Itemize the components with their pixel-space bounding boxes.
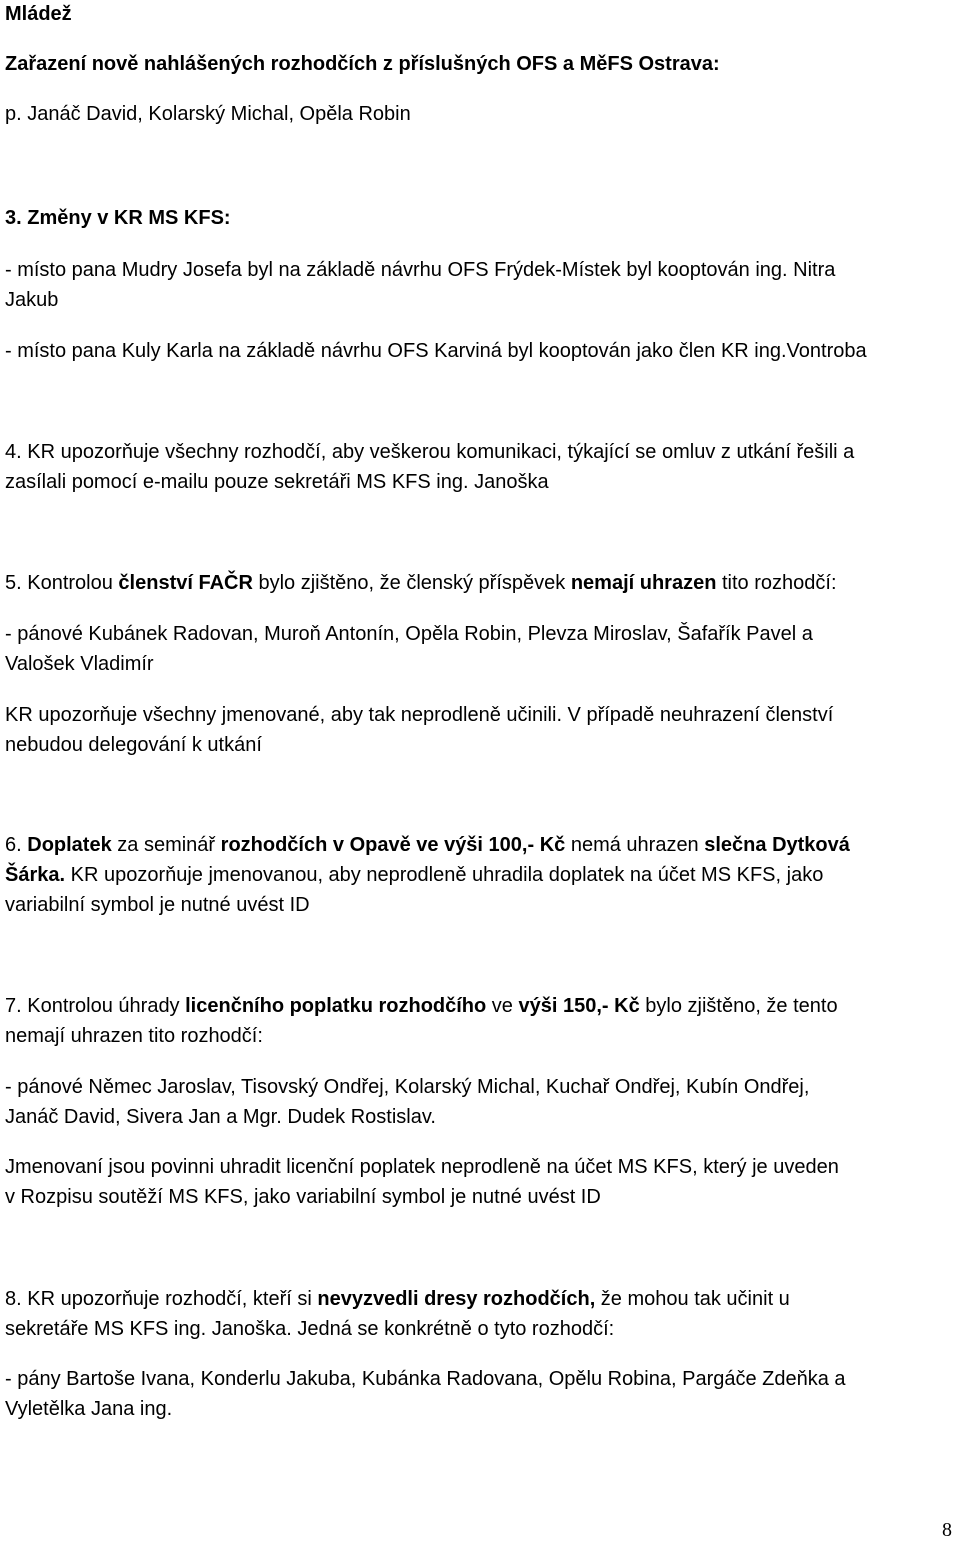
item-8-line	[5, 1289, 956, 1309]
text-line: KR upozorňuje všechny jmenované, aby tak neprodleně učinili. V případě neuhrazení členství	[5, 704, 834, 726]
text-run: tito rozhodčí:	[716, 572, 837, 594]
bold-run: slečna Dytková	[704, 834, 850, 856]
text-line: Jakub	[5, 289, 59, 311]
section-heading: Mládež	[5, 3, 72, 25]
bold-run: licenčního poplatku rozhodčího	[185, 995, 487, 1017]
text-line: nebudou delegování k utkání	[5, 734, 262, 756]
text-line: p. Janáč David, Kolarský Michal, Opěla Robin	[5, 103, 411, 125]
text-line: Vyletělka Jana ing.	[5, 1398, 173, 1420]
text-line	[5, 865, 956, 885]
text-run: ve	[486, 995, 519, 1017]
bold-run: rozhodčích v Opavě ve výši 100,- Kč	[220, 834, 566, 856]
text-line: sekretáře MS KFS ing. Janoška. Jedná se konkrétně o tyto rozhodčí:	[5, 1318, 615, 1340]
text-line: nemají uhrazen tito rozhodčí:	[5, 1025, 263, 1047]
text-line: - pánové Kubánek Radovan, Muroň Antonín, Opěla Robin, Plevza Miroslav, Šafařík Pavel a	[5, 623, 813, 645]
text-line: Janáč David, Sivera Jan a Mgr. Dudek Rostislav.	[5, 1106, 436, 1128]
bold-run: nemají uhrazen	[570, 572, 717, 594]
text-line: variabilní symbol je nutné uvést ID	[5, 894, 310, 916]
bold-run: Šárka.	[5, 864, 66, 886]
text-line: Valošek Vladimír	[5, 653, 154, 675]
text-run: KR upozorňuje jmenovanou, aby neprodleně uhradila doplatek na účet MS KFS, jako	[65, 864, 824, 886]
text-run: za seminář	[111, 834, 221, 856]
text-run: bylo zjištěno, že členský příspěvek	[252, 572, 571, 594]
text-line: zasílali pomocí e-mailu pouze sekretáři MS KFS ing. Janoška	[5, 471, 549, 493]
item-4-line: 4. KR upozorňuje všechny rozhodčí, aby veškerou komunikaci, týkající se omluv z utkání řešili a	[5, 441, 855, 463]
subheading: Zařazení nově nahlášených rozhodčích z příslušných OFS a MěFS Ostrava:	[5, 53, 720, 75]
text-run: 8. KR upozorňuje rozhodčí, kteří si	[5, 1288, 318, 1310]
text-run: 7. Kontrolou úhrady	[5, 995, 186, 1017]
text-run: nemá uhrazen	[565, 834, 705, 856]
bold-run: členství FAČR	[118, 572, 253, 594]
text-run: 6.	[5, 834, 28, 856]
item-6-line	[5, 835, 956, 855]
page-number: 8	[942, 1519, 952, 1541]
text-line: v Rozpisu soutěží MS KFS, jako variabilní symbol je nutné uvést ID	[5, 1186, 601, 1208]
bold-run: výši 150,- Kč	[518, 995, 640, 1017]
item-7-line	[5, 996, 956, 1016]
item-5-line	[5, 573, 837, 593]
bold-run: nevyzvedli dresy rozhodčích,	[317, 1288, 596, 1310]
text-line: - místo pana Mudry Josefa byl na základě návrhu OFS Frýdek-Místek byl kooptován ing. Nitra	[5, 259, 836, 281]
bold-run: Doplatek	[27, 834, 112, 856]
text-run: že mohou tak učinit u	[595, 1288, 790, 1310]
text-line: - místo pana Kuly Karla na základě návrhu OFS Karviná byl kooptován jako člen KR ing.Vontroba	[5, 340, 867, 362]
text-line: Jmenovaní jsou povinni uhradit licenční poplatek neprodleně na účet MS KFS, který je uveden	[5, 1156, 839, 1178]
text-run: 5. Kontrolou	[5, 572, 119, 594]
item-3-heading: 3. Změny v KR MS KFS:	[5, 207, 231, 229]
text-line: - pánové Němec Jaroslav, Tisovský Ondřej, Kolarský Michal, Kuchař Ondřej, Kubín Ondřej,	[5, 1076, 810, 1098]
text-run: bylo zjištěno, že tento	[639, 995, 838, 1017]
text-line: - pány Bartoše Ivana, Konderlu Jakuba, Kubánka Radovana, Opělu Robina, Pargáče Zdeňka a	[5, 1368, 846, 1390]
